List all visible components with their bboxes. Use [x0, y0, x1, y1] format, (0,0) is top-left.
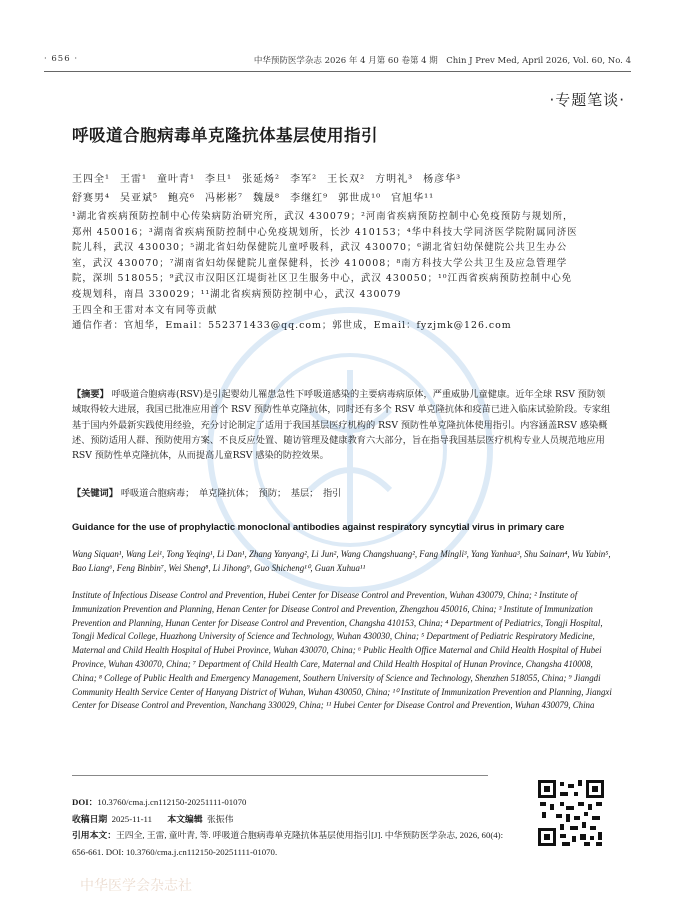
author-name: 王长双²: [327, 174, 366, 185]
keywords-label: 【关键词】: [72, 488, 118, 499]
section-label: ·专题笔谈·: [549, 91, 625, 109]
author-name: 李继红⁹: [290, 193, 329, 204]
author-name: 童叶青¹: [157, 174, 196, 185]
doi-line: [72, 794, 512, 811]
author-name: 郭世成¹⁰: [338, 193, 382, 204]
doi-value[interactable]: 10.3760/cma.j.cn112150-20251111-01070: [97, 797, 247, 807]
author-name: 方明礼³: [375, 174, 414, 185]
author-name: 吴亚斌⁵: [120, 193, 159, 204]
author-name: 舒赛男⁴: [72, 193, 111, 204]
author-name: 鲍亮⁶: [168, 193, 196, 204]
doi-label: DOI：: [72, 797, 98, 807]
publisher-logo-text: 中华医学会杂志社: [80, 878, 192, 894]
header-rule: [44, 71, 631, 72]
equal-contribution: 王四全和王雷对本文有同等贡献: [72, 304, 218, 316]
page-number: · 656 ·: [44, 54, 79, 64]
english-affiliations: Institute of Infectious Disease Control and Prevention, Hubei Center for Disease Control and Prevention, Wuhan 430079, China; ² Institute of Immunization Prevention and Planning, Henan Center for Disease Control and Prevention, Zhengzhou 450016, China; ³ Institute of Immunization Prevention and Planning, Hunan Center for Disease Control and Prevention, Changsha 410153, China; ⁴ Department of Pediatrics, Tongji Hospital, Tongji Medical College, Huazhong University of Science and Technology, Wuhan 430030, China; ⁵ Department of Pediatric Respiratory Medicine, Maternal and Child Health Hospital of Hubei Province, Wuhan 430070, China; ⁶ Public Health Office Maternal and Child Health Hospital of Hubei Province, Wuhan 430070, China; ⁷ Department of Child Health Care, Maternal and Child Health Hospital of Hunan Province, Changsha 410008, China; ⁸ College of Public Health and Emergency Management, Southern University of Science and Technology, Shenzhen 518055, China; ⁹ Jiangdi Community Health Service Center of Hanyang District of Wuhan, Wuhan 430050, China; ¹⁰ Institute of Immunization Prevention and Planning, Jiangxi Center for Disease Control and Prevention, Nanchang 330029, China; ¹¹ Hubei Center for Disease Control and Prevention, Wuhan 430079, China: [72, 590, 612, 711]
abstract: [72, 387, 612, 463]
abstract-label: 【摘要】: [72, 389, 109, 400]
abstract-text: 呼吸道合胞病毒(RSV)是引起婴幼儿罹患急性下呼吸道感染的主要病毒病原体，严重威胁儿童健康。近年全球 RSV 预防领域取得较大进展，我国已批准应用首个 RSV 预防性单克隆抗体，同时还有多个 RSV 单克隆抗体和疫苗已进入临床试验阶段。专家组基于国内外最新实践使用经验，充分讨论制定了适用于我国基层医疗机构的 RSV 预防性单克隆抗体使用指引。内容涵盖RSV 感染概述、预防适用人群、预防使用方案、不良反应处置、随访管理及健康教育六大部分，旨在指导我国基层医疗机构专业人员规范地应用 RSV 预防性单克隆抗体，从而提高儿童RSV 感染的防控效果。: [72, 389, 611, 462]
citation: [72, 827, 512, 860]
author-name: 王四全¹: [72, 174, 111, 185]
editor-label: 本文编辑: [167, 813, 203, 824]
author-name: 魏晟⁸: [253, 193, 281, 204]
qr-code-icon[interactable]: [536, 778, 606, 848]
author-name: 冯彬彬⁷: [205, 193, 244, 204]
author-name: 王雷¹: [120, 174, 148, 185]
author-name: 李军²: [290, 174, 318, 185]
author-name: 杨彦华³: [423, 174, 462, 185]
journal-header: 中华预防医学杂志 2026 年 4 月第 60 卷第 4 期 Chin J Prev Med, April 2026, Vol. 60, No. 4: [253, 56, 631, 66]
citation-label: 引用本文：: [72, 830, 116, 840]
publisher-logo: [80, 875, 380, 895]
author-name: 官旭华¹¹: [391, 193, 435, 204]
author-line-2: [72, 189, 612, 208]
author-line-1: [72, 170, 612, 189]
footer-rule: [72, 775, 488, 776]
author-name: 李旦¹: [205, 174, 233, 185]
received-line: [72, 811, 512, 828]
corresponding-author: 通信作者：官旭华，Email：552371433@qq.com；郭世成，Email：fyzjmk@126.com: [72, 320, 512, 332]
keywords: [72, 485, 612, 499]
citation-text: 王四全, 王雷, 童叶青, 等. 呼吸道合胞病毒单克隆抗体基层使用指引[J]. 中华预防医学杂志, 2026, 60(4): 656-661. DOI: 10.3760/cma.j.cn112150-20251111-01070.: [72, 830, 504, 857]
affiliations-text: ¹湖北省疾病预防控制中心传染病防治研究所，武汉 430079；²河南省疾病预防控制中心免疫预防与规划所，郑州 450016；³湖南省疾病预防控制中心免疫规划所，长沙 410153；⁴华中科技大学同济医学院附属同济医院儿科，武汉 430030；⁵湖北省妇幼保健院儿童呼吸科，武汉 430070；⁶湖北省妇幼保健院公共卫生办公室，武汉 430070；⁷湖南省妇幼保健院儿童保健科，长沙 410008；⁸南方科技大学公共卫生及应急管理学院，深圳 518055；⁹武汉市汉阳区江堤街社区卫生服务中心，武汉 430050；¹⁰江西省疾病预防控制中心免疫规划科，南昌 330029；¹¹湖北省疾病预防控制中心，武汉 430079: [72, 211, 578, 300]
editor-name: 张振伟: [207, 813, 234, 824]
english-title: Guidance for the use of prophylactic monoclonal antibodies against respiratory syncytial virus in primary care: [72, 521, 565, 532]
received-label: 收稿日期: [72, 813, 108, 824]
received-date: 2025-11-11: [111, 813, 153, 824]
english-authors: Wang Siquan¹, Wang Lei¹, Tong Yeqing¹, Li Dan¹, Zhang Yanyang², Li Jun², Wang Changshuang², Fang Mingli³, Yang Yanhua³, Shu Sainan⁴, Wu Yabin⁵, Bao Liang⁶, Feng Binbin⁷, Wei Sheng⁸, Li Jihong⁹, Guo Shicheng¹⁰, Guan Xuhua¹¹: [72, 549, 611, 573]
author-list: [72, 170, 612, 208]
article-title: 呼吸道合胞病毒单克隆抗体基层使用指引: [72, 126, 378, 145]
keywords-text: 呼吸道合胞病毒； 单克隆抗体； 预防； 基层； 指引: [120, 488, 342, 499]
author-name: 张延炀²: [242, 174, 281, 185]
article-meta: [72, 794, 512, 860]
